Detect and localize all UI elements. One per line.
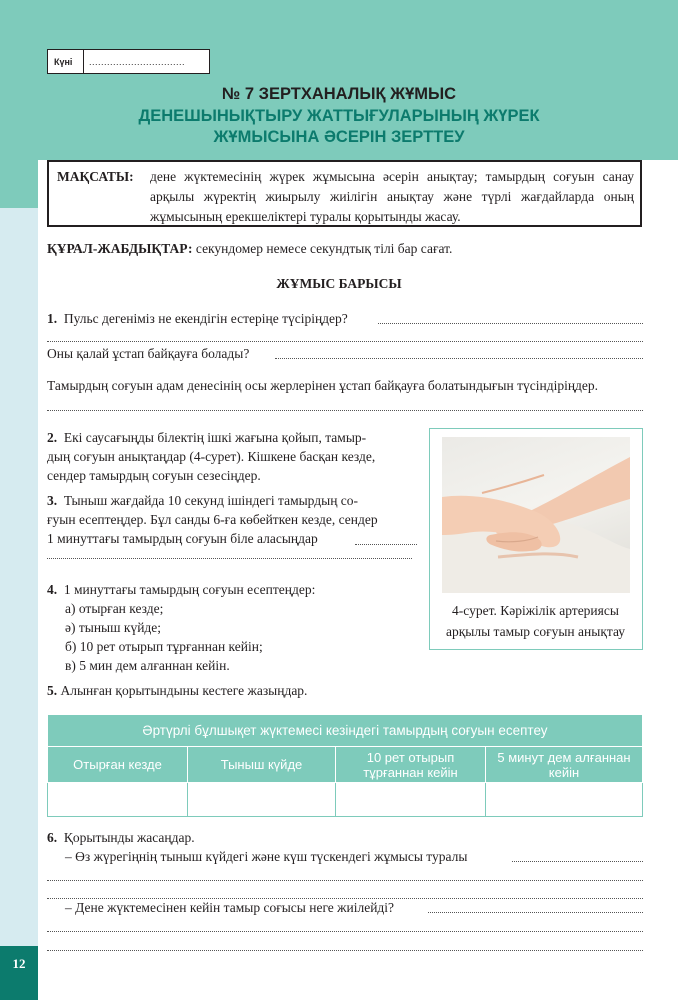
answer-line[interactable]	[428, 912, 643, 913]
table-header: Тыныш күйде	[188, 747, 336, 783]
lab-title	[0, 106, 678, 148]
answer-line[interactable]	[47, 410, 643, 411]
list-item: в) 5 мин дем алғаннан кейін.	[65, 658, 230, 673]
list-item: б) 10 рет отырып тұрғаннан кейін;	[65, 639, 263, 654]
equipment-label: ҚҰРАЛ-ЖАБДЫҚТАР:	[47, 241, 193, 256]
step-6-number: 6.	[47, 830, 58, 845]
answer-line[interactable]	[47, 950, 643, 951]
lab-title-line-2: ЖҰМЫСЫНА ӘСЕРІН ЗЕРТТЕУ	[213, 128, 465, 146]
lab-title-line-1: ДЕНЕШЫНЫҚТЫРУ ЖАТТЫҒУЛАРЫНЫҢ ЖҮРЕК	[138, 107, 540, 125]
goal-text: дене жүктемесінің жүрек жұмысына әсерін анықтау; тамырдың соғуын санау арқылы жүректің жиырылу жиілігін анықтау және түрлі жағдайларда оның жұмысының ерекшеліктері туралы қорытынды жасау.	[150, 169, 634, 224]
table-caption: Әртүрлі бұлшықет жүктемесі кезіндегі тамырдың соғуын есептеу	[48, 715, 643, 747]
date-field[interactable]	[47, 49, 210, 74]
question-1	[47, 309, 348, 328]
step-5-number: 5.	[47, 683, 58, 698]
question-1-number: 1.	[47, 311, 58, 326]
step-3-number: 3.	[47, 493, 58, 508]
date-blank[interactable]: ................................	[89, 56, 186, 67]
table-header: Отырған кезде	[48, 747, 188, 783]
table-header: 10 рет отырып тұрғаннан кейін	[336, 747, 486, 783]
step-3-line: 3. Тыныш жағдайда 10 секунд ішіндегі тамырдың со-	[47, 493, 359, 508]
answer-line[interactable]	[355, 544, 417, 545]
figure-4-caption: 4-сурет. Кәріжілік артериясы арқылы тамыр соғуын анықтау	[445, 603, 625, 639]
step-2-line: дың соғуын анықтаңдар (4-сурет). Кішкене басқан кезде,	[47, 449, 376, 464]
table-cell-input[interactable]	[486, 783, 643, 817]
answer-line[interactable]	[47, 880, 643, 881]
hand-wrist-illustration	[442, 437, 630, 593]
list-item: ә) тыныш күйде;	[65, 620, 162, 635]
step-3	[47, 491, 419, 548]
figure-4	[429, 428, 643, 650]
list-item: а) отырған кезде;	[65, 601, 164, 616]
lab-number-title: № 7 ЗЕРТХАНАЛЫҚ ЖҰМЫС	[221, 85, 457, 103]
answer-line[interactable]	[47, 931, 643, 932]
answer-line[interactable]	[512, 861, 643, 862]
step-4-text: 1 минуттағы тамырдың соғуын есептеңдер:	[63, 582, 316, 597]
pulse-table	[47, 714, 643, 817]
goal-label: МАҚСАТЫ:	[57, 169, 134, 184]
answer-line[interactable]	[47, 341, 643, 342]
step-5-text: Алынған қорытындыны кестеге жазыңдар.	[60, 683, 308, 698]
step-3-line: ғуын есептеңдер. Бұл санды 6-ға көбейткен кезде, сендер	[47, 512, 378, 527]
page-number: 12	[0, 946, 38, 1000]
question-1c-text: Тамырдың соғуын адам денесінің осы жерлерінен ұстап байқауға болатындығын түсіндіріңдер.	[47, 378, 599, 393]
step-3-line: 1 минуттағы тамырдың соғуын біле аласыңдар	[47, 531, 318, 546]
progress-heading: ЖҰМЫС БАРЫСЫ	[276, 276, 402, 291]
step-5	[47, 681, 307, 700]
answer-line[interactable]	[378, 323, 643, 324]
answer-line[interactable]	[275, 358, 643, 359]
step-4	[47, 580, 419, 675]
question-1b-text: Оны қалай ұстап байқауға болады?	[47, 346, 250, 361]
step-2-line: 2. Екі саусағыңды білектің ішкі жағына қойып, тамыр-	[47, 430, 367, 445]
table-header: 5 минут дем алғаннан кейін	[486, 747, 643, 783]
step-6	[47, 828, 195, 847]
table-cell-input[interactable]	[336, 783, 486, 817]
table-cell-input[interactable]	[188, 783, 336, 817]
step-2-number: 2.	[47, 430, 58, 445]
equipment-text: секундомер немесе секундтық тілі бар сағат.	[192, 241, 453, 256]
step-2	[47, 428, 419, 485]
step-4-number: 4.	[47, 582, 58, 597]
goal-box	[47, 160, 642, 227]
step-2-line: сендер тамырдың соғуын сезесіңдер.	[47, 468, 261, 483]
table-cell-input[interactable]	[48, 783, 188, 817]
step-6-sub-2: – Дене жүктемесінен кейін тамыр соғысы неге жиілейді?	[65, 900, 395, 915]
step-6-sub-1: – Өз жүрегіңнің тыныш күйдегі және күш түскендегі жұмысы туралы	[65, 849, 468, 864]
pulse-photo	[442, 437, 630, 593]
answer-line[interactable]	[47, 558, 412, 559]
equipment-line	[47, 239, 452, 258]
step-6-text: Қорытынды жасаңдар.	[63, 830, 195, 845]
date-label: Күні	[48, 50, 84, 73]
question-1-text: Пульс дегеніміз не екендігін естеріңе түсіріңдер?	[63, 311, 348, 326]
